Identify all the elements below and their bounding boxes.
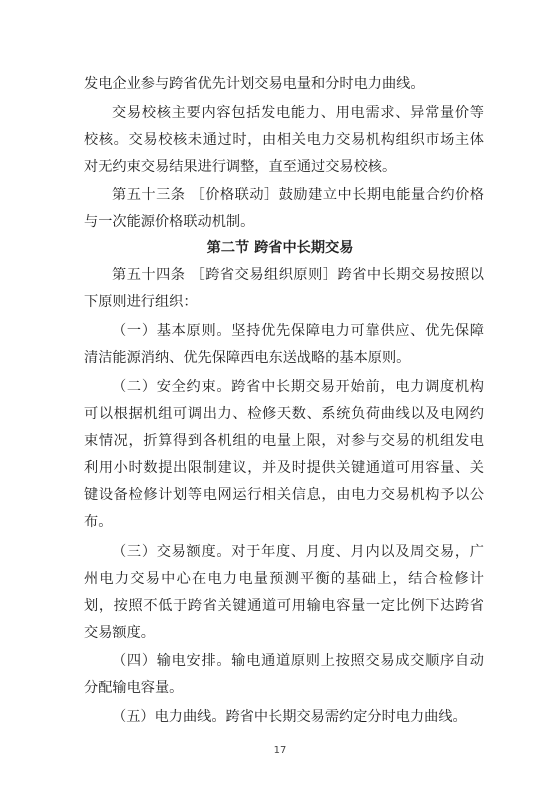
paragraph-line: 下原则进行组织： [84,294,198,310]
paragraph-line: （五）电力曲线。跨省中长期交易需约定分时电力曲线。 [112,709,467,725]
paragraph-line: 分配输电容量。 [84,680,184,696]
paragraph-line: 与一次能源价格联动机制。 [84,214,255,230]
paragraph-line: 第五十四条 ［跨省交易组织原则］跨省中长期交易按照以 [112,267,484,283]
paragraph-line: 可以根据机组可调出力、检修天数、系统负荷曲线以及电网约 [84,406,484,422]
paragraph-line: 交易额度。 [84,625,155,641]
paragraph-line: 交易校核主要内容包括发电能力、用电需求、异常量价等 [112,105,484,121]
paragraph-line: 第五十三条 ［价格联动］鼓励建立中长期电能量合约价格 [112,187,484,203]
paragraph-line: 划，按照不低于跨省关键通道可用输电容量一定比例下达跨省 [84,598,484,614]
paragraph-line: 发电企业参与跨省优先计划交易电量和分时电力曲线。 [84,76,425,92]
section-heading: 第二节 跨省中长期交易 [206,240,354,256]
paragraph-line: 束情况，折算得到各机组的电量上限，对参与交易的机组发电 [84,433,484,449]
paragraph-line: 清洁能源消纳、优先保障西电东送战略的基本原则。 [84,350,411,366]
paragraph-line: （四）输电安排。输电通道原则上按照交易成交顺序自动 [112,653,484,669]
paragraph-line: （二）安全约束。跨省中长期交易开始前，电力调度机构 [112,379,484,395]
paragraph-line: 键设备检修计划等电网运行相关信息，由电力交易机构予以公 [84,487,484,503]
paragraph-line: 对无约束交易结果进行调整，直至通过交易校核。 [84,159,397,175]
paragraph-line: 布。 [84,514,113,530]
paragraph-line: （一）基本原则。坚持优先保障电力可靠供应、优先保障 [112,323,484,339]
paragraph-line: 利用小时数提出限制建议，并及时提供关键通道可用容量、关 [84,460,484,476]
paragraph-line: 州电力交易中心在电力电量预测平衡的基础上，结合检修计 [84,571,484,587]
paragraph-line: （三）交易额度。对于年度、月度、月内以及周交易，广 [112,544,484,560]
paragraph-line: 校核。交易校核未通过时，由相关电力交易机构组织市场主体 [84,132,484,148]
page-number: 17 [273,745,287,756]
